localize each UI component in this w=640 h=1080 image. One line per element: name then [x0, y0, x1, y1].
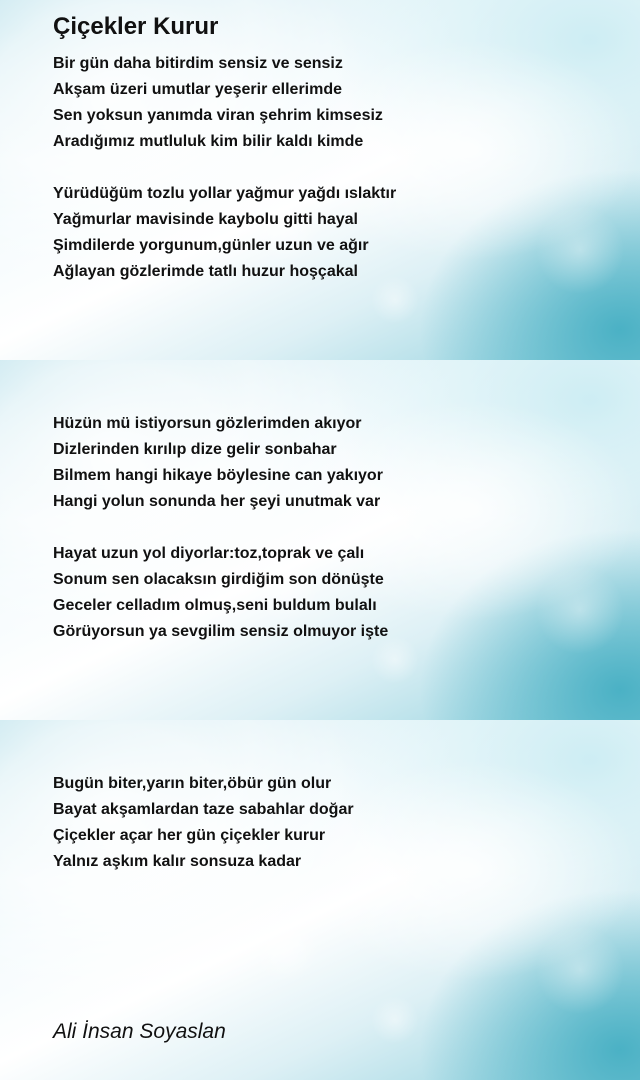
poem-line: Hayat uzun yol diyorlar:toz,toprak ve çalı	[53, 545, 365, 562]
poem-line: Görüyorsun ya sevgilim sensiz olmuyor işte	[53, 623, 389, 640]
stanza-5	[53, 771, 354, 875]
poem-line: Yalnız aşkım kalır sonsuza kadar	[53, 853, 302, 870]
poem-line: Ağlayan gözlerimde tatlı huzur hoşçakal	[53, 263, 358, 280]
poem-line: Aradığımız mutluluk kim bilir kaldı kimde	[53, 133, 364, 150]
poem-line: Yürüdüğüm tozlu yollar yağmur yağdı ıslaktır	[53, 185, 397, 202]
poem-line: Bir gün daha bitirdim sensiz ve sensiz	[53, 55, 343, 72]
poem-line: Sonum sen olacaksın girdiğim son dönüşte	[53, 571, 384, 588]
poem-title: Çiçekler Kurur	[53, 13, 219, 40]
poem-panel-1	[0, 0, 640, 360]
stanza-2	[53, 181, 396, 285]
poem-line: Akşam üzeri umutlar yeşerir ellerimde	[53, 81, 343, 98]
poem-line: Bayat akşamlardan taze sabahlar doğar	[53, 801, 354, 818]
poem-line: Yağmurlar mavisinde kaybolu gitti hayal	[53, 211, 358, 228]
poem-line: Bugün biter,yarın biter,öbür gün olur	[53, 775, 332, 792]
poem-line: Hüzün mü istiyorsun gözlerimden akıyor	[53, 415, 362, 432]
poem-line: Geceler celladım olmuş,seni buldum bulalı	[53, 597, 377, 614]
poem-author: Ali İnsan Soyaslan	[53, 1020, 226, 1043]
stanza-3	[53, 411, 383, 515]
stanza-1	[53, 51, 383, 155]
poem-line: Sen yoksun yanımda viran şehrim kimsesiz	[53, 107, 383, 124]
poem-panel-3	[0, 720, 640, 1080]
stanza-4	[53, 541, 388, 645]
poem-line: Çiçekler açar her gün çiçekler kurur	[53, 827, 326, 844]
poem-line: Hangi yolun sonunda her şeyi unutmak var	[53, 493, 381, 510]
poem-line: Bilmem hangi hikaye böylesine can yakıyor	[53, 467, 383, 484]
poem-line: Dizlerinden kırılıp dize gelir sonbahar	[53, 441, 337, 458]
poem-line: Şimdilerde yorgunum,günler uzun ve ağır	[53, 237, 369, 254]
poem-panel-2	[0, 360, 640, 720]
